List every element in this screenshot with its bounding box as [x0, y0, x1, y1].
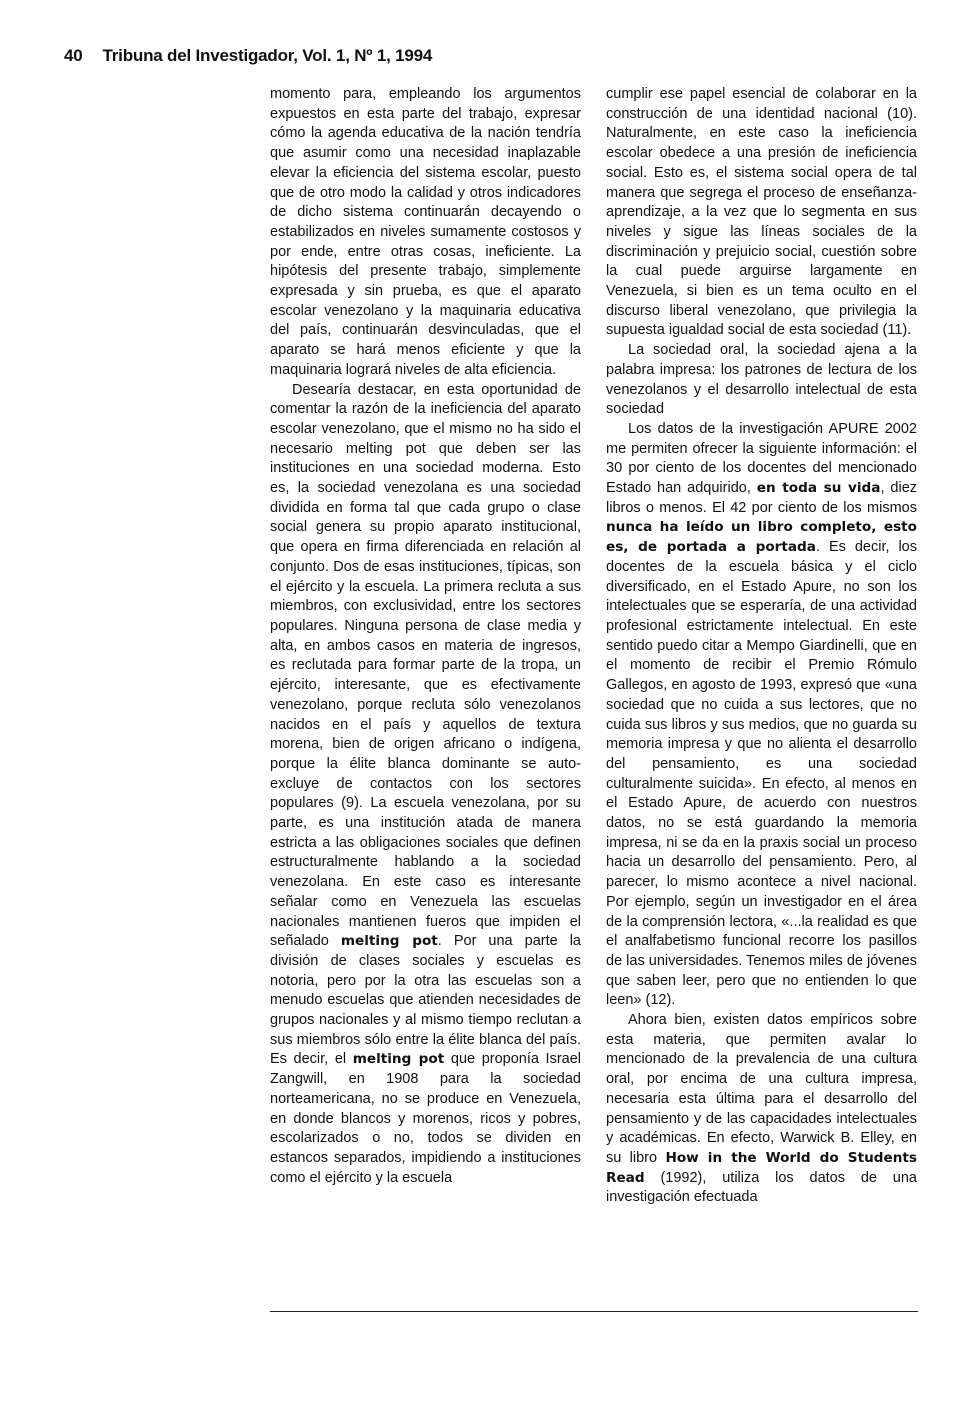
emphasis-melting-pot: melting pot [340, 933, 438, 950]
emphasis-nunca-ha-leido: nunca ha leído un libro completo, esto es, de portada a portada [606, 519, 917, 556]
left-column [270, 85, 581, 1188]
paragraph-text: Los datos de la investigación APURE 2002 me permiten ofrecer la siguiente información: el 30 por ciento de los docentes del mencionado Estado han adquirido, [606, 420, 917, 497]
paragraph [270, 85, 581, 381]
paragraph-text: cumplir ese papel esencial de colaborar en la construcción de una identidad nacional (10). Naturalmente, en este caso la ineficiencia escolar obedece a una presión de ineficiencia social. Esto es, el sistema social opera de tal manera que segrega el proceso de enseñanza-aprendizaje, a la vez que lo segmenta en sus niveles y sigue las líneas sociales de la discriminación y prejuicio social, cuestión sobre la cual puede arguirse largamente en Venezuela, si bien es un tema oculto en el discurso liberal venezolano, que privilegia la supuesta igualdad social de esta sociedad (11). [606, 86, 917, 339]
footer-rule [270, 1311, 918, 1312]
paragraph-text: Desearía destacar, en esta oportunidad de comentar la razón de la ineficiencia del aparato escolar venezolano, que el mismo no ha sido el necesario melting pot que deben ser las instituciones en una sociedad moderna. Esto es, la sociedad venezolana es una sociedad dividida en forma tal que cada grupo o clase social genera su propio aparato institucional, que opera en firma diferenciada en relación al conjunto. Dos de esas instituciones, típicas, son el ejército y la escuela. La primera recluta a sus miembros, con exclusividad, entre los sectores populares. Ninguna persona de clase media y alta, en ambos casos en materia de ingresos, es reclutada para formar parte de la tropa, un ejército, interesante, que es efectivamente venezolano, porque recluta sólo venezolanos nacidos en el país y aquellos de textura morena, bien de origen africano o indígena, porque la élite blanca dominante se auto-excluye de contactos con los sectores populares (9). La escuela venezolana, por su parte, es una institución atada de manera estricta a las obligaciones sociales que definen estructuralmente hablando a la sociedad venezolana. En este caso es interesante señalar como en Venezuela las escuelas nacionales mantienen fueros que impiden el señalado [270, 381, 581, 950]
paragraph [606, 85, 917, 341]
paragraph-text: (1992), utiliza los datos de una investigación efectuada [606, 1169, 917, 1206]
paragraph [606, 1011, 917, 1208]
section-heading-text: La sociedad oral, la sociedad ajena a la palabra impresa: los patrones de lectura de los venezolanos y el desarrollo intelectual de esta sociedad [606, 342, 917, 418]
journal-title: Tribuna del Investigador, Vol. 1, Nº 1, 1994 [102, 46, 433, 65]
emphasis-melting-pot: melting pot [352, 1051, 445, 1068]
emphasis-book-title: How in the World do Students Read [606, 1149, 917, 1186]
paragraph-text: momento para, empleando los argumentos expuestos en esta parte del trabajo, expresar cómo la agenda educativa de la nación tendría que asumir como una necesidad inaplazable elevar la eficiencia del sistema escolar, puesto que de otro modo la calidad y otros indicadores de dicho sistema continuarán decayendo o estabilizados en niveles sumamente costosos y por ende, entre otras cosas, ineficiente. La hipótesis del presente trabajo, simplemente expresada y sin prueba, es que el aparato escolar venezolano y la maquinaria educativa del país, continuarán desvinculadas, que el aparato se hará menos eficiente y que la maquinaria logrará niveles de alta eficiencia. [270, 86, 581, 378]
section-heading [606, 341, 917, 420]
paragraph-text: . Por una parte la división de clases sociales y escuelas es notoria, pero por la otra las escuelas son a menudo escuelas que atienden necesidades de grupos nacionales y al mismo tiempo reclutan a sus miembros sólo entre la élite blanca del país. Es decir, el [270, 933, 581, 1068]
running-header [64, 46, 432, 72]
paragraph [270, 381, 581, 1189]
emphasis-en-toda-su-vida: en toda su vida [756, 480, 881, 497]
paragraph-text: , diez libros o menos. El 42 por ciento de los mismos [606, 480, 918, 516]
paragraph [606, 420, 917, 1011]
page-number: 40 [64, 46, 83, 65]
paragraph-text: que proponía Israel Zangwill, en 1908 para la sociedad norteamericana, no se produce en Venezuela, en donde blancos y morenos, ricos y pobres, escolarizados o no, todos se dividen en estancos separados, impidiendo a instituciones como el ejército y la escuela [270, 1051, 582, 1186]
paragraph-text: . Es decir, los docentes de la escuela básica y el ciclo diversificado, en el Estado Apure, no son los intelectuales que se esperaría, de una actividad profesional estrictamente intelectual. En este sentido puedo citar a Mempo Giardinelli, que en el momento de recibir el Premio Rómulo Gallegos, en agosto de 1993, expresó que «una sociedad que no cuida a sus lectores, que no cuida sus libros y sus medios, que no guarda su memoria impresa y que no alienta el desarrollo del pensamiento, es una sociedad culturalmente suicida». En efecto, al menos en el Estado Apure, de acuerdo con nuestros datos, no se está guardando la memoria impresa, ni se da en la praxis social un proceso hacia un desarrollo del pensamiento. Pero, al parecer, lo mismo acontece a nivel nacional. Por ejemplo, según un investigador en el área de la comprensión lectora, «...la realidad es que el analfabetismo funcional recorre los pasillos de las universidades. Tenemos miles de jóvenes que saben leer, pero que no entienden lo que leen» (12). [606, 539, 917, 1009]
right-column [606, 85, 917, 1208]
paragraph-text: Ahora bien, existen datos empíricos sobre esta materia, que permiten avalar lo mencionado de la prevalencia de una cultura oral, por encima de una cultura impresa, necesaria esta última para el desarrollo del pensamiento y de las capacidades intelectuales y académicas. En efecto, Warwick B. Elley, en su libro [606, 1012, 917, 1166]
